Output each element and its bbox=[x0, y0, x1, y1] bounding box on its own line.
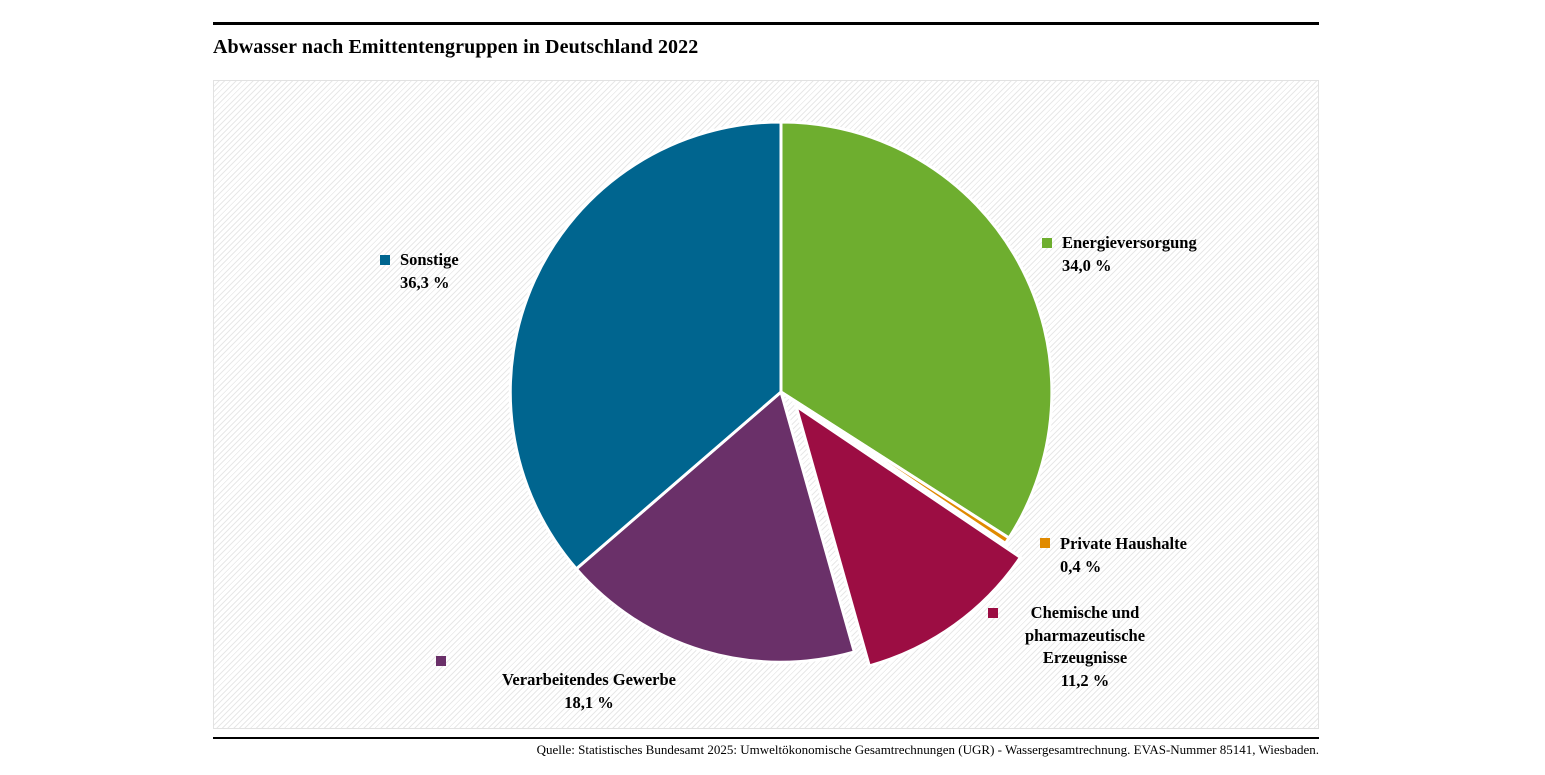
legend-value-sonstige: 36,3 % bbox=[400, 272, 450, 292]
legend-swatch-private-haushalte bbox=[1040, 538, 1050, 548]
legend-value-private-haushalte: 0,4 % bbox=[1060, 556, 1102, 576]
legend-item-sonstige[interactable] bbox=[400, 249, 459, 294]
legend-item-verarbeitendes-gewerbe[interactable] bbox=[493, 669, 685, 714]
legend-value-energieversorgung: 34,0 % bbox=[1062, 255, 1112, 275]
legend-label-private-haushalte: Private Haushalte bbox=[1060, 534, 1187, 553]
bottom-divider bbox=[213, 737, 1319, 739]
legend-label-sonstige: Sonstige bbox=[400, 250, 459, 269]
page-title: Abwasser nach Emittentengruppen in Deutschland 2022 bbox=[213, 36, 699, 58]
top-divider bbox=[213, 22, 1319, 25]
legend-value-chemische-pharmazeutische-erzeugnisse: 11,2 % bbox=[1060, 670, 1110, 690]
pie-chart bbox=[507, 118, 1055, 666]
legend-label-energieversorgung: Energieversorgung bbox=[1062, 233, 1197, 252]
legend-swatch-verarbeitendes-gewerbe bbox=[436, 656, 446, 666]
source-note: Quelle: Statistisches Bundesamt 2025: Umweltökonomische Gesamtrechnungen (UGR) - Wassergesamtrechnung. EVAS-Nummer 85141, Wiesbaden. bbox=[536, 742, 1319, 757]
legend-item-chemische-pharmazeutische-erzeugnisse[interactable] bbox=[1010, 602, 1160, 692]
pie-svg bbox=[507, 118, 1055, 666]
legend-label-chemische-pharmazeutische-erzeugnisse: Chemische und pharmazeutische Erzeugnisse bbox=[1024, 603, 1146, 667]
legend-value-verarbeitendes-gewerbe: 18,1 % bbox=[564, 692, 614, 712]
legend-swatch-energieversorgung bbox=[1042, 238, 1052, 248]
legend-label-verarbeitendes-gewerbe: Verarbeitendes Gewerbe bbox=[502, 670, 676, 689]
legend-swatch-sonstige bbox=[380, 255, 390, 265]
legend-item-private-haushalte[interactable] bbox=[1060, 533, 1187, 578]
legend-swatch-chemische-pharmazeutische-erzeugnisse bbox=[988, 608, 998, 618]
legend-item-energieversorgung[interactable] bbox=[1062, 232, 1197, 277]
